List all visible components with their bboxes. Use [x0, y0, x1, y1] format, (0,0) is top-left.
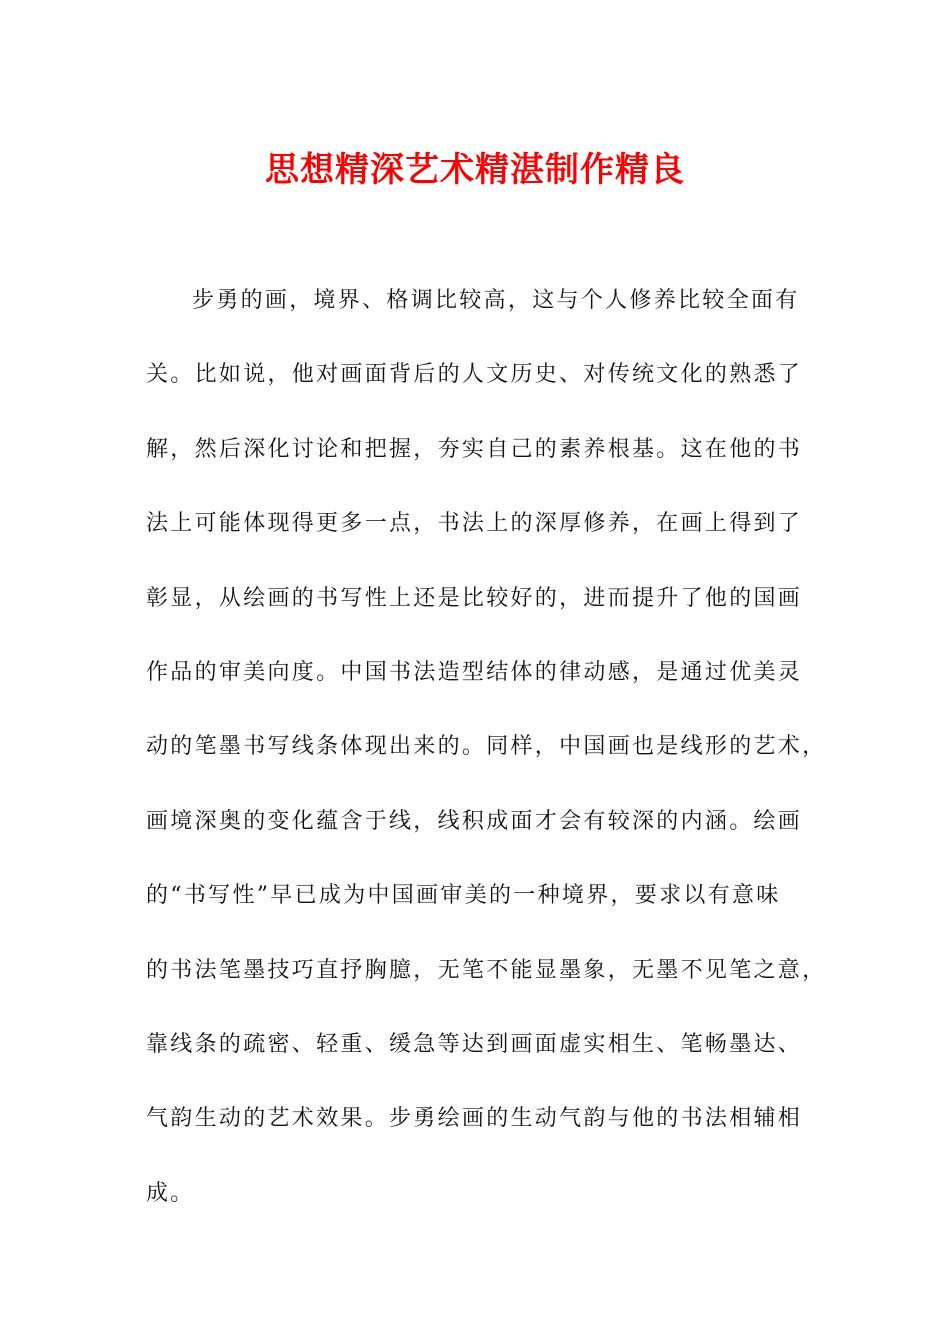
paragraph-line: 动的笔墨书写线条体现出来的。同样，中国画也是线形的艺术，	[146, 734, 827, 760]
paragraph-line: 成。	[146, 1180, 195, 1206]
paragraph-line: 步勇的画，境界、格调比较高，这与个人修养比较全面有	[192, 288, 800, 313]
paragraph-line: 作品的审美向度。中国书法造型结体的律动感，是通过优美灵	[146, 659, 803, 685]
paragraph-line: 关。比如说，他对画面背后的人文历史、对传统文化的熟悉了	[146, 362, 803, 388]
paragraph-line: 的“书写性”早已成为中国画审美的一种境界，要求以有意味	[146, 883, 781, 909]
body-paragraph	[146, 278, 827, 1245]
paragraph-line: 靠线条的疏密、轻重、缓急等达到画面虚实相生、笔畅墨达、	[146, 1031, 803, 1057]
paragraph-line: 气韵生动的艺术效果。步勇绘画的生动气韵与他的书法相辅相	[146, 1106, 803, 1132]
paragraph-line: 解，然后深化讨论和把握，夯实自己的素养根基。这在他的书	[146, 436, 803, 462]
paragraph-line: 画境深奥的变化蕴含于线，线积成面才会有较深的内涵。绘画	[146, 808, 803, 834]
document-title: 思想精深艺术精湛制作精良	[265, 150, 685, 190]
paragraph-line: 彰显，从绘画的书写性上还是比较好的，进而提升了他的国画	[146, 585, 803, 611]
paragraph-line: 的书法笔墨技巧直抒胸臆，无笔不能显墨象，无墨不见笔之意，	[146, 957, 827, 983]
paragraph-line: 法上可能体现得更多一点，书法上的深厚修养，在画上得到了	[146, 511, 803, 537]
